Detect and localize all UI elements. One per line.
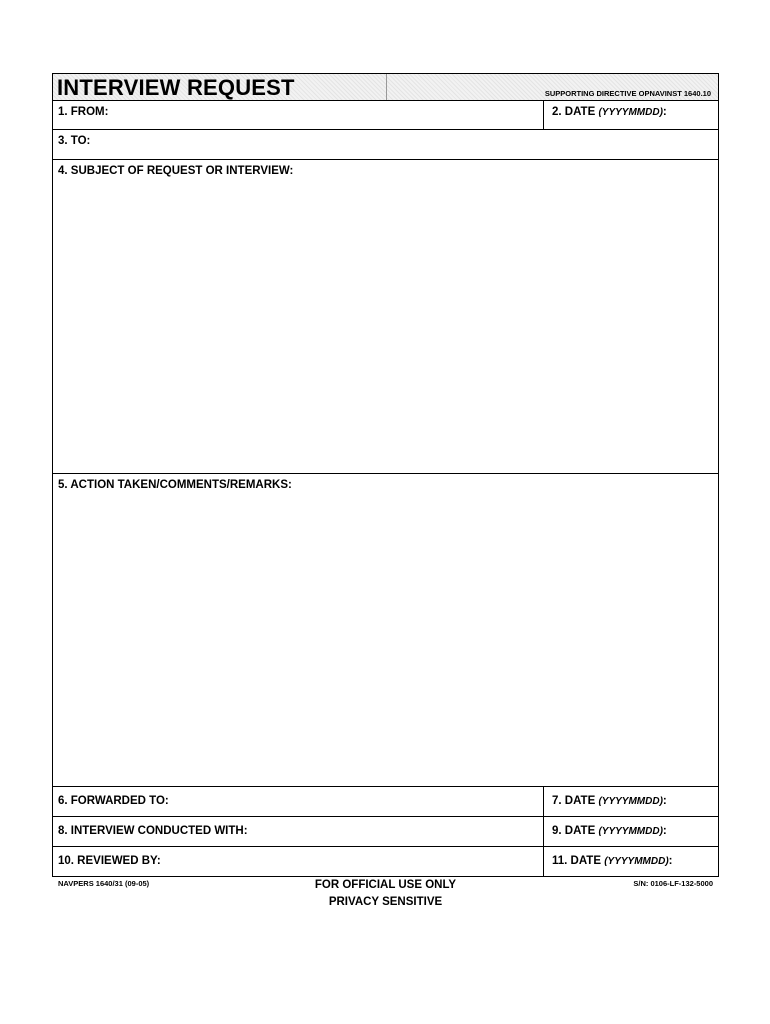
action-row[interactable] <box>52 474 719 787</box>
reviewed-row[interactable] <box>52 847 719 877</box>
forwarded-row[interactable] <box>52 787 719 817</box>
subject-row[interactable] <box>52 160 719 474</box>
date-format-hint-2: (YYYYMMDD) <box>598 107 663 118</box>
date-format-hint-7: (YYYYMMDD) <box>598 796 663 807</box>
to-label: 3. TO: <box>58 135 91 147</box>
subject-label: 4. SUBJECT OF REQUEST OR INTERVIEW: <box>58 165 294 177</box>
form-title: INTERVIEW REQUEST <box>57 75 295 100</box>
title-box <box>53 74 387 100</box>
to-row[interactable] <box>52 130 719 160</box>
date-label-2 <box>552 106 667 118</box>
date-label-9-text: 9. DATE <box>552 825 596 837</box>
date-format-hint-11: (YYYYMMDD) <box>604 856 669 867</box>
reviewed-label: 10. REVIEWED BY: <box>58 855 161 867</box>
stock-number: S/N: 0106-LF-132-5000 <box>633 879 713 888</box>
interview-request-form <box>52 73 719 877</box>
date-label-11 <box>552 855 673 867</box>
supporting-directive: SUPPORTING DIRECTIVE OPNAVINST 1640.10 <box>544 89 711 98</box>
date-colon-2: : <box>662 106 667 118</box>
forwarded-label: 6. FORWARDED TO: <box>58 795 169 807</box>
date-cell-2[interactable] <box>543 101 667 129</box>
date-colon-11: : <box>668 855 673 867</box>
action-label: 5. ACTION TAKEN/COMMENTS/REMARKS: <box>58 479 292 491</box>
privacy-notice: PRIVACY SENSITIVE <box>328 896 443 908</box>
form-footer <box>52 879 719 919</box>
from-label: 1. FROM: <box>58 106 109 118</box>
date-label-7 <box>552 795 667 807</box>
date-cell-7[interactable] <box>543 787 667 816</box>
official-use-notice: FOR OFFICIAL USE ONLY <box>314 879 457 891</box>
date-label-9 <box>552 825 667 837</box>
date-label-2-text: 2. DATE <box>552 106 596 118</box>
date-colon-7: : <box>662 795 667 807</box>
from-row[interactable] <box>52 100 719 130</box>
date-colon-9: : <box>662 825 667 837</box>
date-label-7-text: 7. DATE <box>552 795 596 807</box>
interview-row[interactable] <box>52 817 719 847</box>
date-label-11-text: 11. DATE <box>552 855 601 867</box>
date-cell-11[interactable] <box>543 847 673 876</box>
form-number: NAVPERS 1640/31 (09-05) <box>58 879 150 888</box>
date-cell-9[interactable] <box>543 817 667 846</box>
interview-label: 8. INTERVIEW CONDUCTED WITH: <box>58 825 248 837</box>
date-format-hint-9: (YYYYMMDD) <box>598 826 663 837</box>
form-header <box>52 73 719 100</box>
